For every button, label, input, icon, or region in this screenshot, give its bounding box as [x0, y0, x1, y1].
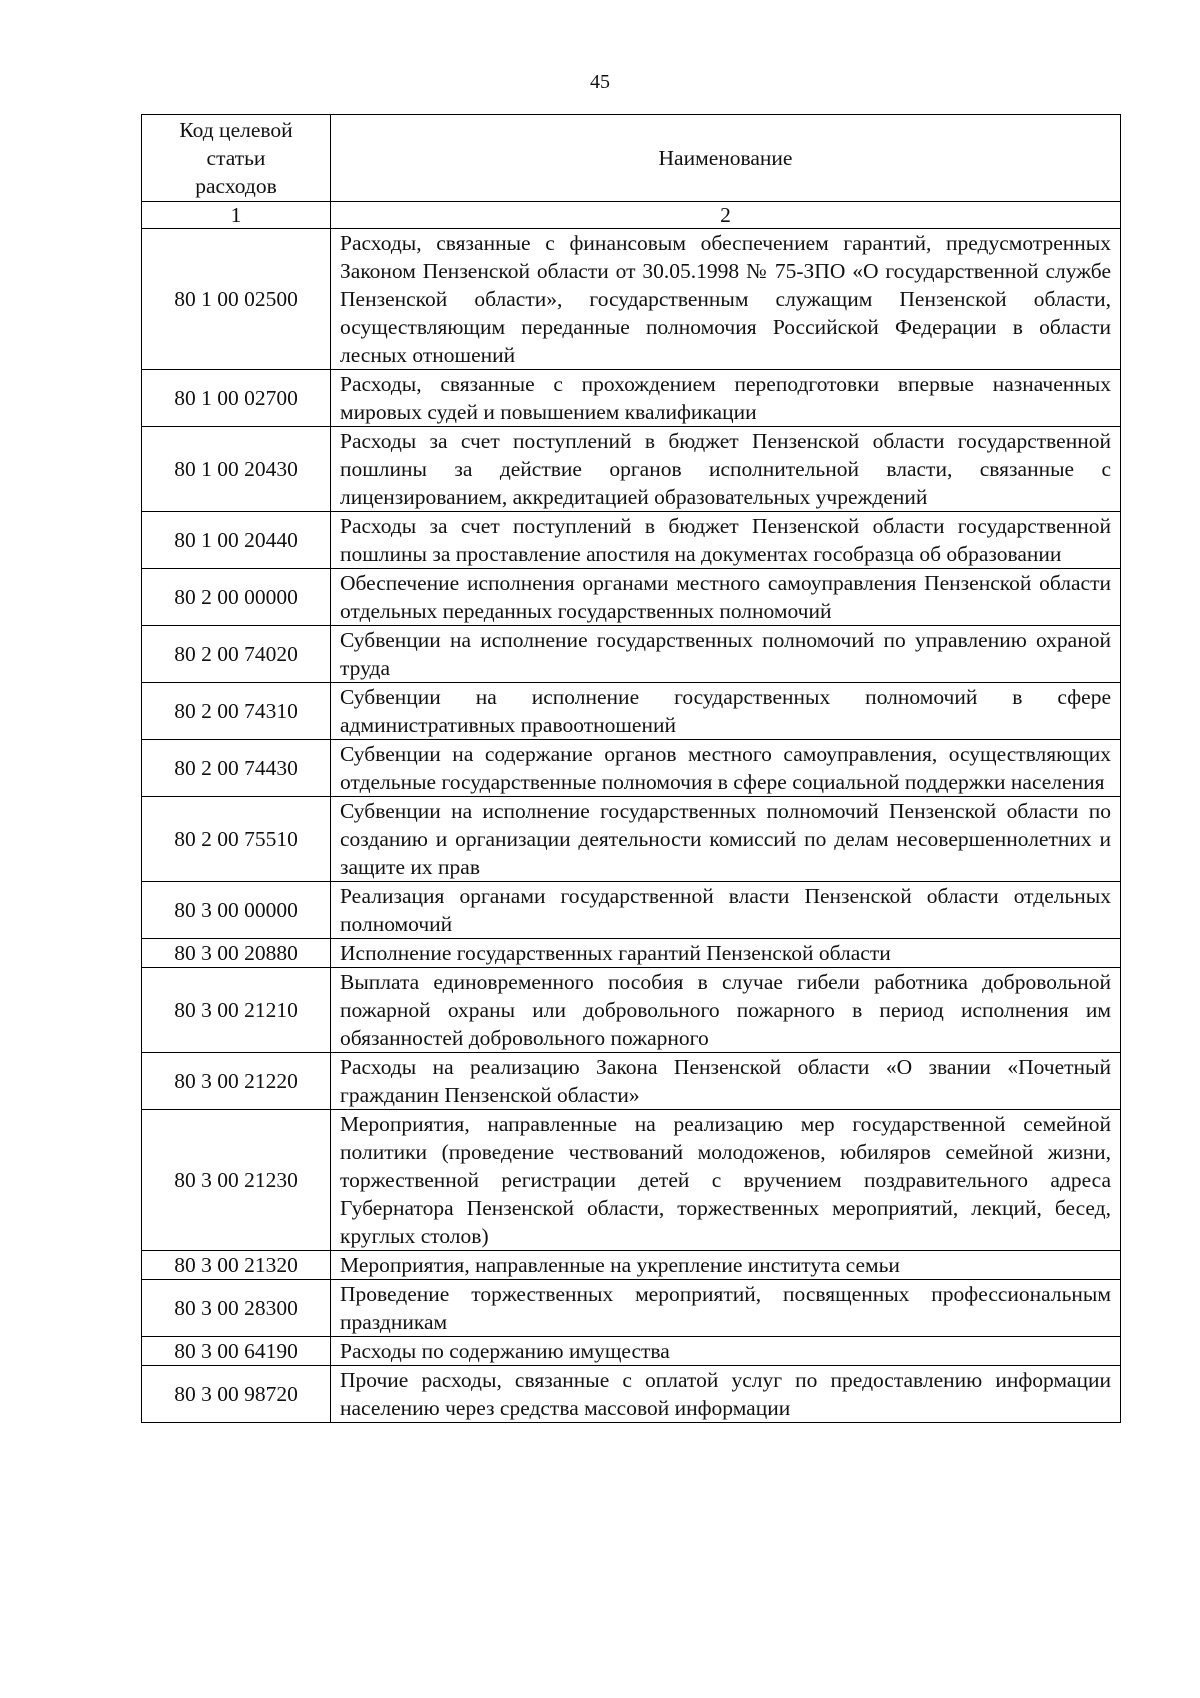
row-name: Расходы на реализацию Закона Пензенской области «О звании «Почетный гражданин Пензенской области»: [331, 1053, 1121, 1110]
header-name: Наименование: [331, 115, 1121, 202]
row-name: Расходы, связанные с прохождением переподготовки впервые назначенных мировых судей и повышением квалификации: [331, 370, 1121, 427]
row-name: Выплата единовременного пособия в случае гибели работника добровольной пожарной охраны или добровольного пожарного в период исполнения им обязанностей добровольного пожарного: [331, 968, 1121, 1053]
row-code: 80 1 00 02700: [142, 370, 331, 427]
header-code-line: Код целевой: [179, 118, 293, 142]
row-code: 80 2 00 00000: [142, 569, 331, 626]
row-code: 80 2 00 74020: [142, 626, 331, 683]
row-name: Расходы, связанные с финансовым обеспечением гарантий, предусмотренных Законом Пензенской области от 30.05.1998 № 75-ЗПО «О государственной службе Пензенской области», государственным служащим Пензенской области, осуществляющим переданные полномочия Российской Федерации в области лесных отношений: [331, 229, 1121, 370]
row-code: 80 1 00 20430: [142, 427, 331, 512]
table-row: [142, 797, 1121, 882]
row-code: 80 2 00 75510: [142, 797, 331, 882]
row-code: 80 3 00 28300: [142, 1280, 331, 1337]
column-number: 2: [331, 202, 1121, 229]
row-name: Субвенции на содержание органов местного самоуправления, осуществляющих отдельные государственные полномочия в сфере социальной поддержки населения: [331, 740, 1121, 797]
row-code: 80 3 00 21220: [142, 1053, 331, 1110]
table-row: [142, 740, 1121, 797]
table-row: [142, 512, 1121, 569]
row-name: Мероприятия, направленные на реализацию мер государственной семейной политики (проведение чествований молодоженов, юбиляров семейной жизни, торжественной регистрации детей с вручением поздравительного адреса Губернатора Пензенской области, торжественных мероприятий, лекций, бесед, круглых столов): [331, 1110, 1121, 1251]
table-row: [142, 1337, 1121, 1366]
table-row: [142, 626, 1121, 683]
row-code: 80 3 00 21230: [142, 1110, 331, 1251]
row-name: Расходы по содержанию имущества: [331, 1337, 1121, 1366]
column-number: 1: [142, 202, 331, 229]
row-code: 80 3 00 21210: [142, 968, 331, 1053]
row-name: Расходы за счет поступлений в бюджет Пензенской области государственной пошлины за действие органов исполнительной власти, связанные с лицензированием, аккредитацией образовательных учреждений: [331, 427, 1121, 512]
table-row: [142, 683, 1121, 740]
row-code: 80 3 00 20880: [142, 939, 331, 968]
expense-code-table: [141, 114, 1121, 1423]
header-code-line: расходов: [195, 174, 277, 198]
table-row: [142, 882, 1121, 939]
row-code: 80 3 00 98720: [142, 1366, 331, 1423]
row-name: Реализация органами государственной власти Пензенской области отдельных полномочий: [331, 882, 1121, 939]
page-number: 45: [590, 71, 610, 93]
row-name: Обеспечение исполнения органами местного самоуправления Пензенской области отдельных переданных государственных полномочий: [331, 569, 1121, 626]
row-name: Мероприятия, направленные на укрепление института семьи: [331, 1251, 1121, 1280]
table-row: [142, 229, 1121, 370]
header-code-line: статьи: [206, 146, 266, 170]
row-code: 80 1 00 02500: [142, 229, 331, 370]
row-name: Исполнение государственных гарантий Пензенской области: [331, 939, 1121, 968]
row-name: Прочие расходы, связанные с оплатой услуг по предоставлению информации населению через средства массовой информации: [331, 1366, 1121, 1423]
row-code: 80 1 00 20440: [142, 512, 331, 569]
table-row: [142, 1053, 1121, 1110]
table-row: [142, 939, 1121, 968]
row-code: 80 2 00 74310: [142, 683, 331, 740]
table-row: [142, 1251, 1121, 1280]
row-code: 80 3 00 00000: [142, 882, 331, 939]
row-name: Субвенции на исполнение государственных полномочий Пензенской области по созданию и организации деятельности комиссий по делам несовершеннолетних и защите их прав: [331, 797, 1121, 882]
table-row: [142, 427, 1121, 512]
row-name: Субвенции на исполнение государственных полномочий в сфере административных правоотношений: [331, 683, 1121, 740]
table-header-row: [142, 115, 1121, 202]
table-row: [142, 1366, 1121, 1423]
table-row: [142, 370, 1121, 427]
row-name: Проведение торжественных мероприятий, посвященных профессиональным праздникам: [331, 1280, 1121, 1337]
table-row: [142, 1110, 1121, 1251]
column-number-row: [142, 202, 1121, 229]
row-code: 80 3 00 64190: [142, 1337, 331, 1366]
row-name: Расходы за счет поступлений в бюджет Пензенской области государственной пошлины за проставление апостиля на документах гособразца об образовании: [331, 512, 1121, 569]
table-row: [142, 569, 1121, 626]
table-row: [142, 968, 1121, 1053]
row-code: 80 2 00 74430: [142, 740, 331, 797]
table-row: [142, 1280, 1121, 1337]
row-name: Субвенции на исполнение государственных полномочий по управлению охраной труда: [331, 626, 1121, 683]
header-code: [142, 115, 331, 202]
row-code: 80 3 00 21320: [142, 1251, 331, 1280]
